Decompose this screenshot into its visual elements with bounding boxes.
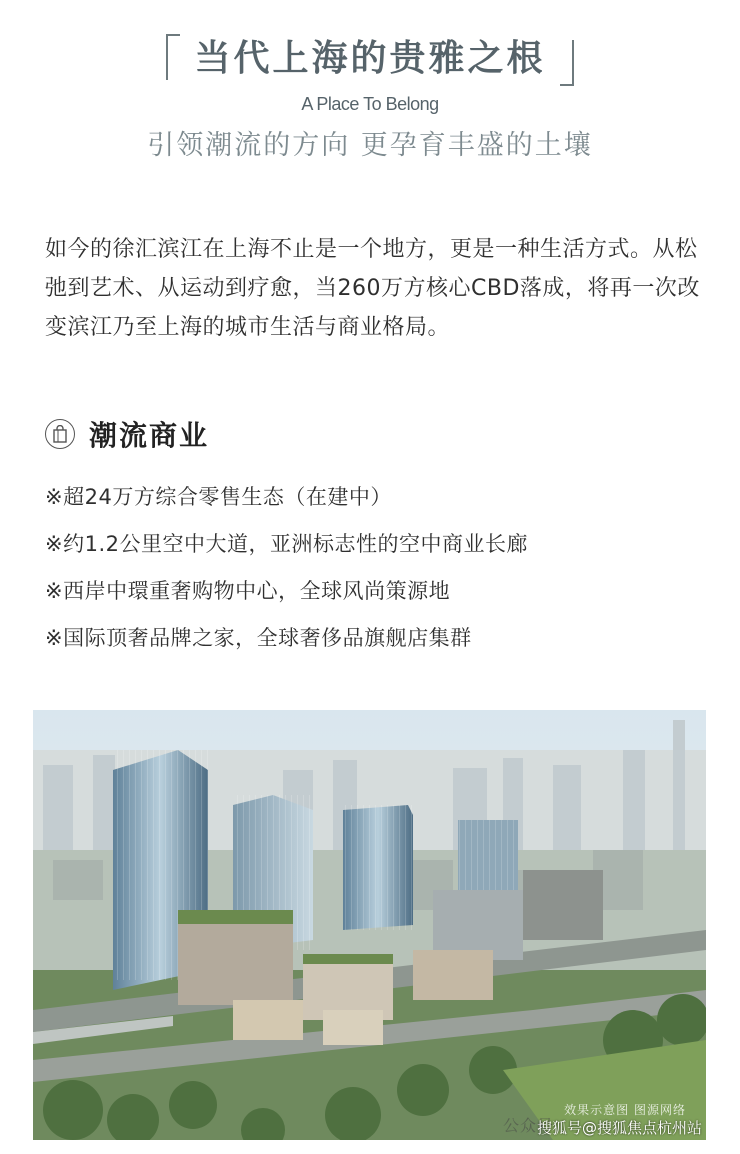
english-subtitle: A Place To Belong [301, 94, 439, 114]
list-item: ※国际顶奢品牌之家，全球奢侈品旗舰店集群 [45, 626, 472, 650]
page-title: 当代上海的贵雅之根 [194, 37, 546, 79]
cityscape-illustration [33, 710, 706, 1140]
section-heading [45, 414, 209, 454]
intro-paragraph: 如今的徐汇滨江在上海不止是一个地方，更是一种生活方式。从松弛到艺术、从运动到疗愈，当260万方核心CBD落成，将再一次改变滨江乃至上海的城市生活与商业格局。 [45, 237, 700, 340]
aerial-rendering-image [33, 710, 706, 1140]
right-bracket-decoration [560, 40, 574, 86]
shopping-bag-icon [45, 419, 75, 449]
source-watermark: 搜狐号@搜狐焦点杭州站 [536, 1119, 702, 1137]
list-item: ※超24万方综合零售生态（在建中） [45, 485, 392, 509]
header [0, 30, 740, 162]
list-item: ※约1.2公里空中大道，亚洲标志性的空中商业长廊 [45, 532, 528, 556]
left-bracket-decoration [166, 34, 180, 80]
tagline: 引领潮流的方向 更孕育丰盛的土壤 [147, 130, 593, 161]
image-caption-watermark: 效果示意图 图源网络 [564, 1103, 686, 1117]
section-title: 潮流商业 [89, 419, 210, 452]
list-item: ※西岸中環重奢购物中心，全球风尚策源地 [45, 579, 451, 603]
title-frame [166, 30, 573, 86]
account-watermark: 公众号 [503, 1116, 555, 1135]
feature-list [45, 474, 705, 662]
